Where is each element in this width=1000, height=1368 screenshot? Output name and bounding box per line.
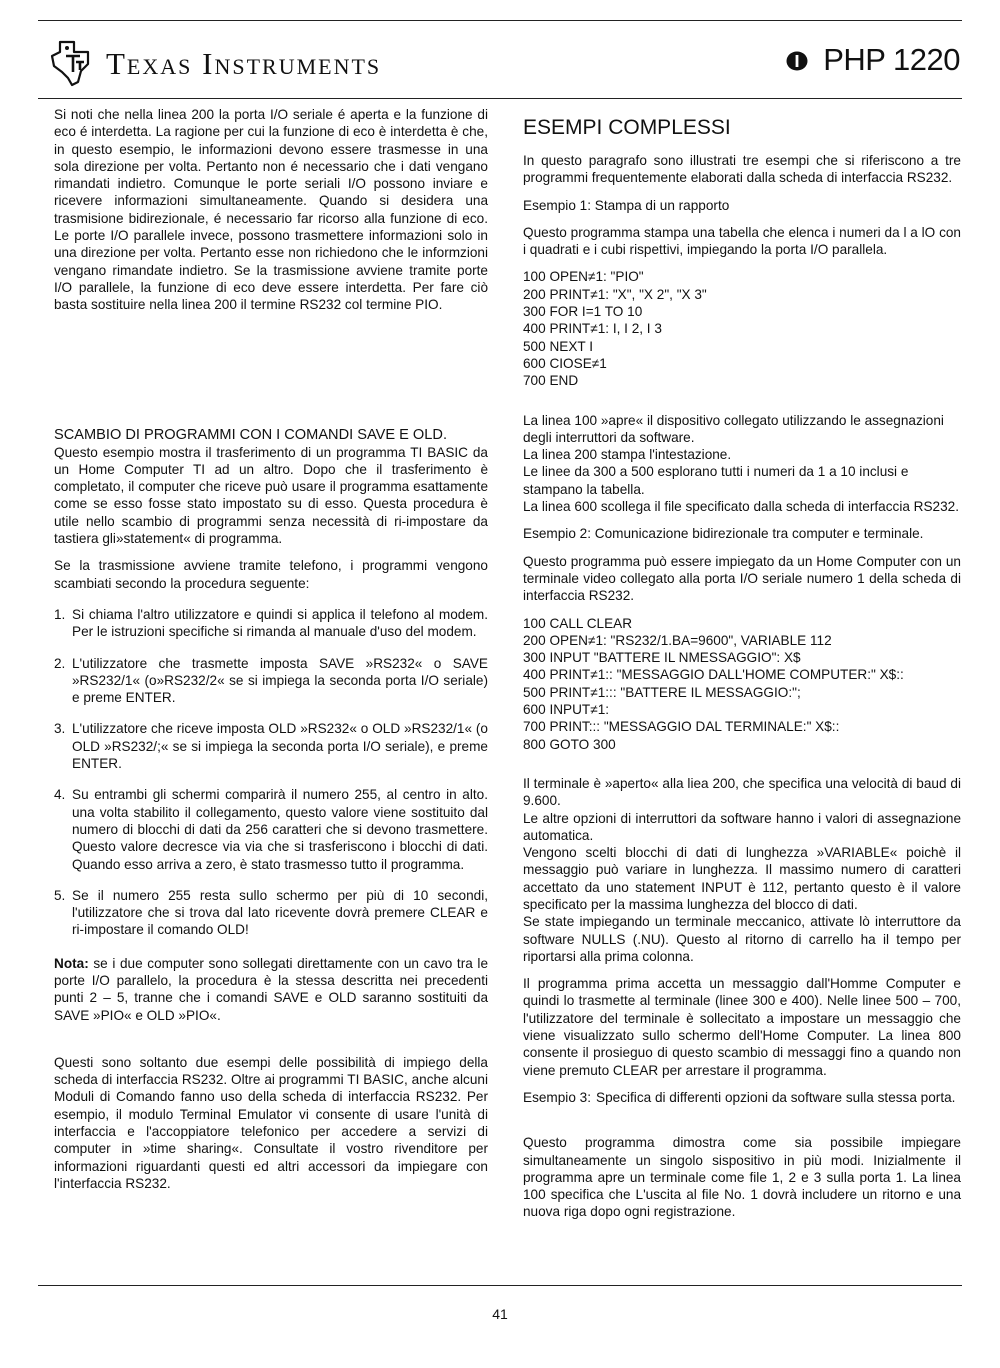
top-rule	[38, 20, 962, 21]
closing-paragraph: Questi sono soltanto due esempi delle possibilità di impiego della scheda di interfaccia RS232. Oltre ai programmi TI BASIC, anche alcuni Moduli di Comando fanno uso della scheda di interfaccia RS232. Per esempio, il modulo Terminal Emulator vi consente di usare l'unità di interfaccia e l'accoppiatore telefonico per accedere a servizi di computer in »time sharing«. Consultate il vostro rivenditore per informazioni riguardanti questi ed altri accessori da impiegare con l'interfaccia RS232.	[54, 1054, 488, 1191]
publication-code: PHP 1220	[823, 42, 960, 77]
right-heading: ESEMPI COMPLESSI	[523, 116, 731, 139]
example1-code: 100 OPEN≠1: "PIO" 200 PRINT≠1: "X", "X 2", "X 3" 300 FOR I=1 TO 10 400 PRINT≠1: I, I 2, I 3 500 NEXT I 600 CIOSE≠1 700 END	[523, 269, 707, 389]
example1-explanation: La linea 100 »apre« il dispositivo collegato utilizzando le assegnazioni degli interruttori da software. La linea 200 stampa l'intestazione. Le linee da 300 a 500 esplorano tutti i numeri da 1 a 10 inclusi e stampano la tabella. La linea 600 scollega il file specificato dalla scheda di interfaccia RS232.	[523, 412, 960, 515]
echo-paragraph: Si noti che nella linea 200 la porta I/O seriale é aperta e la funzione di eco é interdetta. La ragione per cui la funzione di eco è interdetta è che, in questo esempio, le informazioni devono essere trasmesse in una sola direzione per volta. Pertanto non é necessario che i dati vengano rimandati indietro. Comunque le porte seriali I/O possono inviare e ricevere informazioni simultaneamente. Quando si desidera una trasmisione bidirezionale, é necessario far ricorso alla funzione di eco. Le porte I/O parallele invece, possono trasmettere informazioni solo in una direzione per volta. Pertanto esse non richiedono che le informzioni vengano rimandate indietro. Se la trasmissione avviene tramite porte I/O parallele, la funzione di eco deve essere interdetta. Per fare ciò basta sostituire nella linea 200 il termine RS232 col termine PIO.	[54, 107, 488, 313]
example2-flow: Il programma prima accetta un messaggio dall'Homme Computer e quindi lo trasmette al terminale (linee 300 e 400). Nelle linee 500 – 700, l'utilizzatore del terminale è sollecitato a impostare un messaggio che viene visualizzato sullo schermo dell'Home Computer. La linea 800 consente il prosieguo di questo scambio di messaggi fino a quando non viene premuto CLEAR per arrestare il programma.	[523, 976, 961, 1078]
example2-title: Esempio 2: Comunicazione bidirezionale tra computer e terminale.	[523, 526, 924, 542]
circle-bullet-icon	[786, 51, 808, 71]
right-column	[523, 106, 961, 1221]
brand-name: Texas Instruments	[106, 46, 382, 81]
note-label: Nota:	[54, 955, 89, 971]
example2-code: 100 CALL CLEAR 200 OPEN≠1: "RS232/1.BA=9600", VARIABLE 112 300 INPUT "BATTERE IL NMESSAGGIO": X$ 400 PRINT≠1:: "MESSAGGIO DALL'HOME COMPUTER:" X$:: 500 PRINT≠1::: "BATTERE IL MESSAGGIO:"; 600 INPUT≠1: 700 PRINT::: "MESSAGGIO DAL TERMINALE:" X$:: 800 GOTO 300	[523, 615, 904, 752]
note-text: se i due computer sono sollegati direttamente con un cavo tra le porte I/O parallelo, la procedura è la stessa descritta nei precedenti punti 2 – 5, tranne che i comandi SAVE e OLD saranno sostituiti da SAVE »PIO« e OLD »PIO«.	[54, 955, 488, 1023]
list-item: 1. Si chiama l'altro utilizzatore e quindi si applica il telefono al modem. Per le istruzioni specifiche si rimanda al manuale d'uso del modem.	[54, 606, 488, 640]
example1-title: Esempio 1: Stampa di un rapporto	[523, 197, 730, 213]
page-number: 41	[492, 1306, 508, 1322]
list-item: 4. Su entrambi gli schermi comparirà il numero 255, al centro in alto. una volta stabilito il collegamento, questo valore viene sostituito dal numero di blocchi di dati da 256 caratteri che si devono trasmettere. Questo valore decresce via via che si trasferiscono i blocchi di dati. Quando esso arriva a zero, è stato trasmesso tutto il programma.	[54, 787, 488, 872]
footer-rule	[38, 1285, 962, 1286]
section-heading: SCAMBIO DI PROGRAMMI CON I COMANDI SAVE E OLD.	[54, 426, 447, 443]
example3-description: Questo programma dimostra come sia possibile impiegare simultaneamente un singolo sispositivo in più modi. Inizialmente il programma apre un terminale come file 1, 2 e 3 sulla porta 1. La linea 100 specifica che L'uscita al file No. 1 dovrà includere un ritorno e una nuova riga dopo ogni registrazione.	[523, 1135, 961, 1220]
note-paragraph	[54, 955, 488, 1024]
example1-description: Questo programma stampa una tabella che elenca i numeri da l a lO con i quadrati e i cubi rispettivi, impiegando la porta I/O parallela.	[523, 224, 961, 258]
left-column	[54, 106, 488, 1192]
example2-explanation: Il terminale è »aperto« alla liea 200, che specifica una velocità di baud di 9.600. Le altre opzioni di interruttori da software hanno i valori di assegnazione automatica. Vengono scelti blocchi di dati di lunghezza »VARIABLE« poichè il messaggio può variare in lunghezza. Il massimo numero di caratteri accettato da uno statement INPUT è 112, pertanto questo è il valore specificato per la massima lunghezza del blocco di dati. Se state impiegando un terminale meccanico, attivate lò interruttore da software NULLS (.NU). Questo al ritorno di carrello ha il tempo per riportarsi alla prima colonna.	[523, 775, 961, 964]
header-rule	[38, 98, 962, 99]
example3-title-text: Specifica di differenti opzioni da software sulla stessa porta.	[596, 1089, 956, 1105]
list-item: 5. Se il numero 255 resta sullo schermo per più di 10 secondi, l'utilizzatore che si trova dal lato ricevente dovrà premere CLEAR e ri-impostare il comando OLD!	[54, 887, 488, 938]
phone-intro: Se la trasmissione avviene tramite telefono, i programmi vengono scambiati secondo la procedura seguente:	[54, 558, 488, 591]
list-item: 2. L'utilizzatore che trasmette imposta SAVE »RS232« o SAVE »RS232/1« (o»RS232/2« se si impiega la seconda porta I/O seriale) e preme ENTER.	[54, 655, 488, 706]
ti-logo-icon	[46, 38, 96, 88]
list-item: 3. L'utilizzatore che riceve imposta OLD »RS232« o OLD »RS232/1« (o OLD »RS232/;« se si impiega la seconda porta I/O seriale), e preme ENTER.	[54, 721, 488, 772]
example3-tag: Esempio 3:	[523, 1089, 592, 1105]
right-intro: In questo paragrafo sono illustrati tre esempi che si riferiscono a tre programmi frequentemente elaborati dalla scheda di interfaccia RS232.	[523, 153, 961, 186]
section-intro: Questo esempio mostra il trasferimento di un programma TI BASIC da un Home Computer TI ad un altro. Dopo che il trasferimento è completato, il computer che riceve può usare il programma esattamente come se esso fosse stato impostato su di esso. Questa procedura è utile nello scambio di programmi senza necessità di ri-impostare da tastiera gli»statement« di programma.	[54, 444, 488, 547]
example3-title	[523, 1089, 961, 1106]
procedure-list	[54, 606, 488, 939]
example2-description: Questo programma può essere impiegato da un Home Computer con un terminale video collegato alla porta I/O seriale numero 1 della scheda di interfaccia RS232.	[523, 553, 961, 604]
